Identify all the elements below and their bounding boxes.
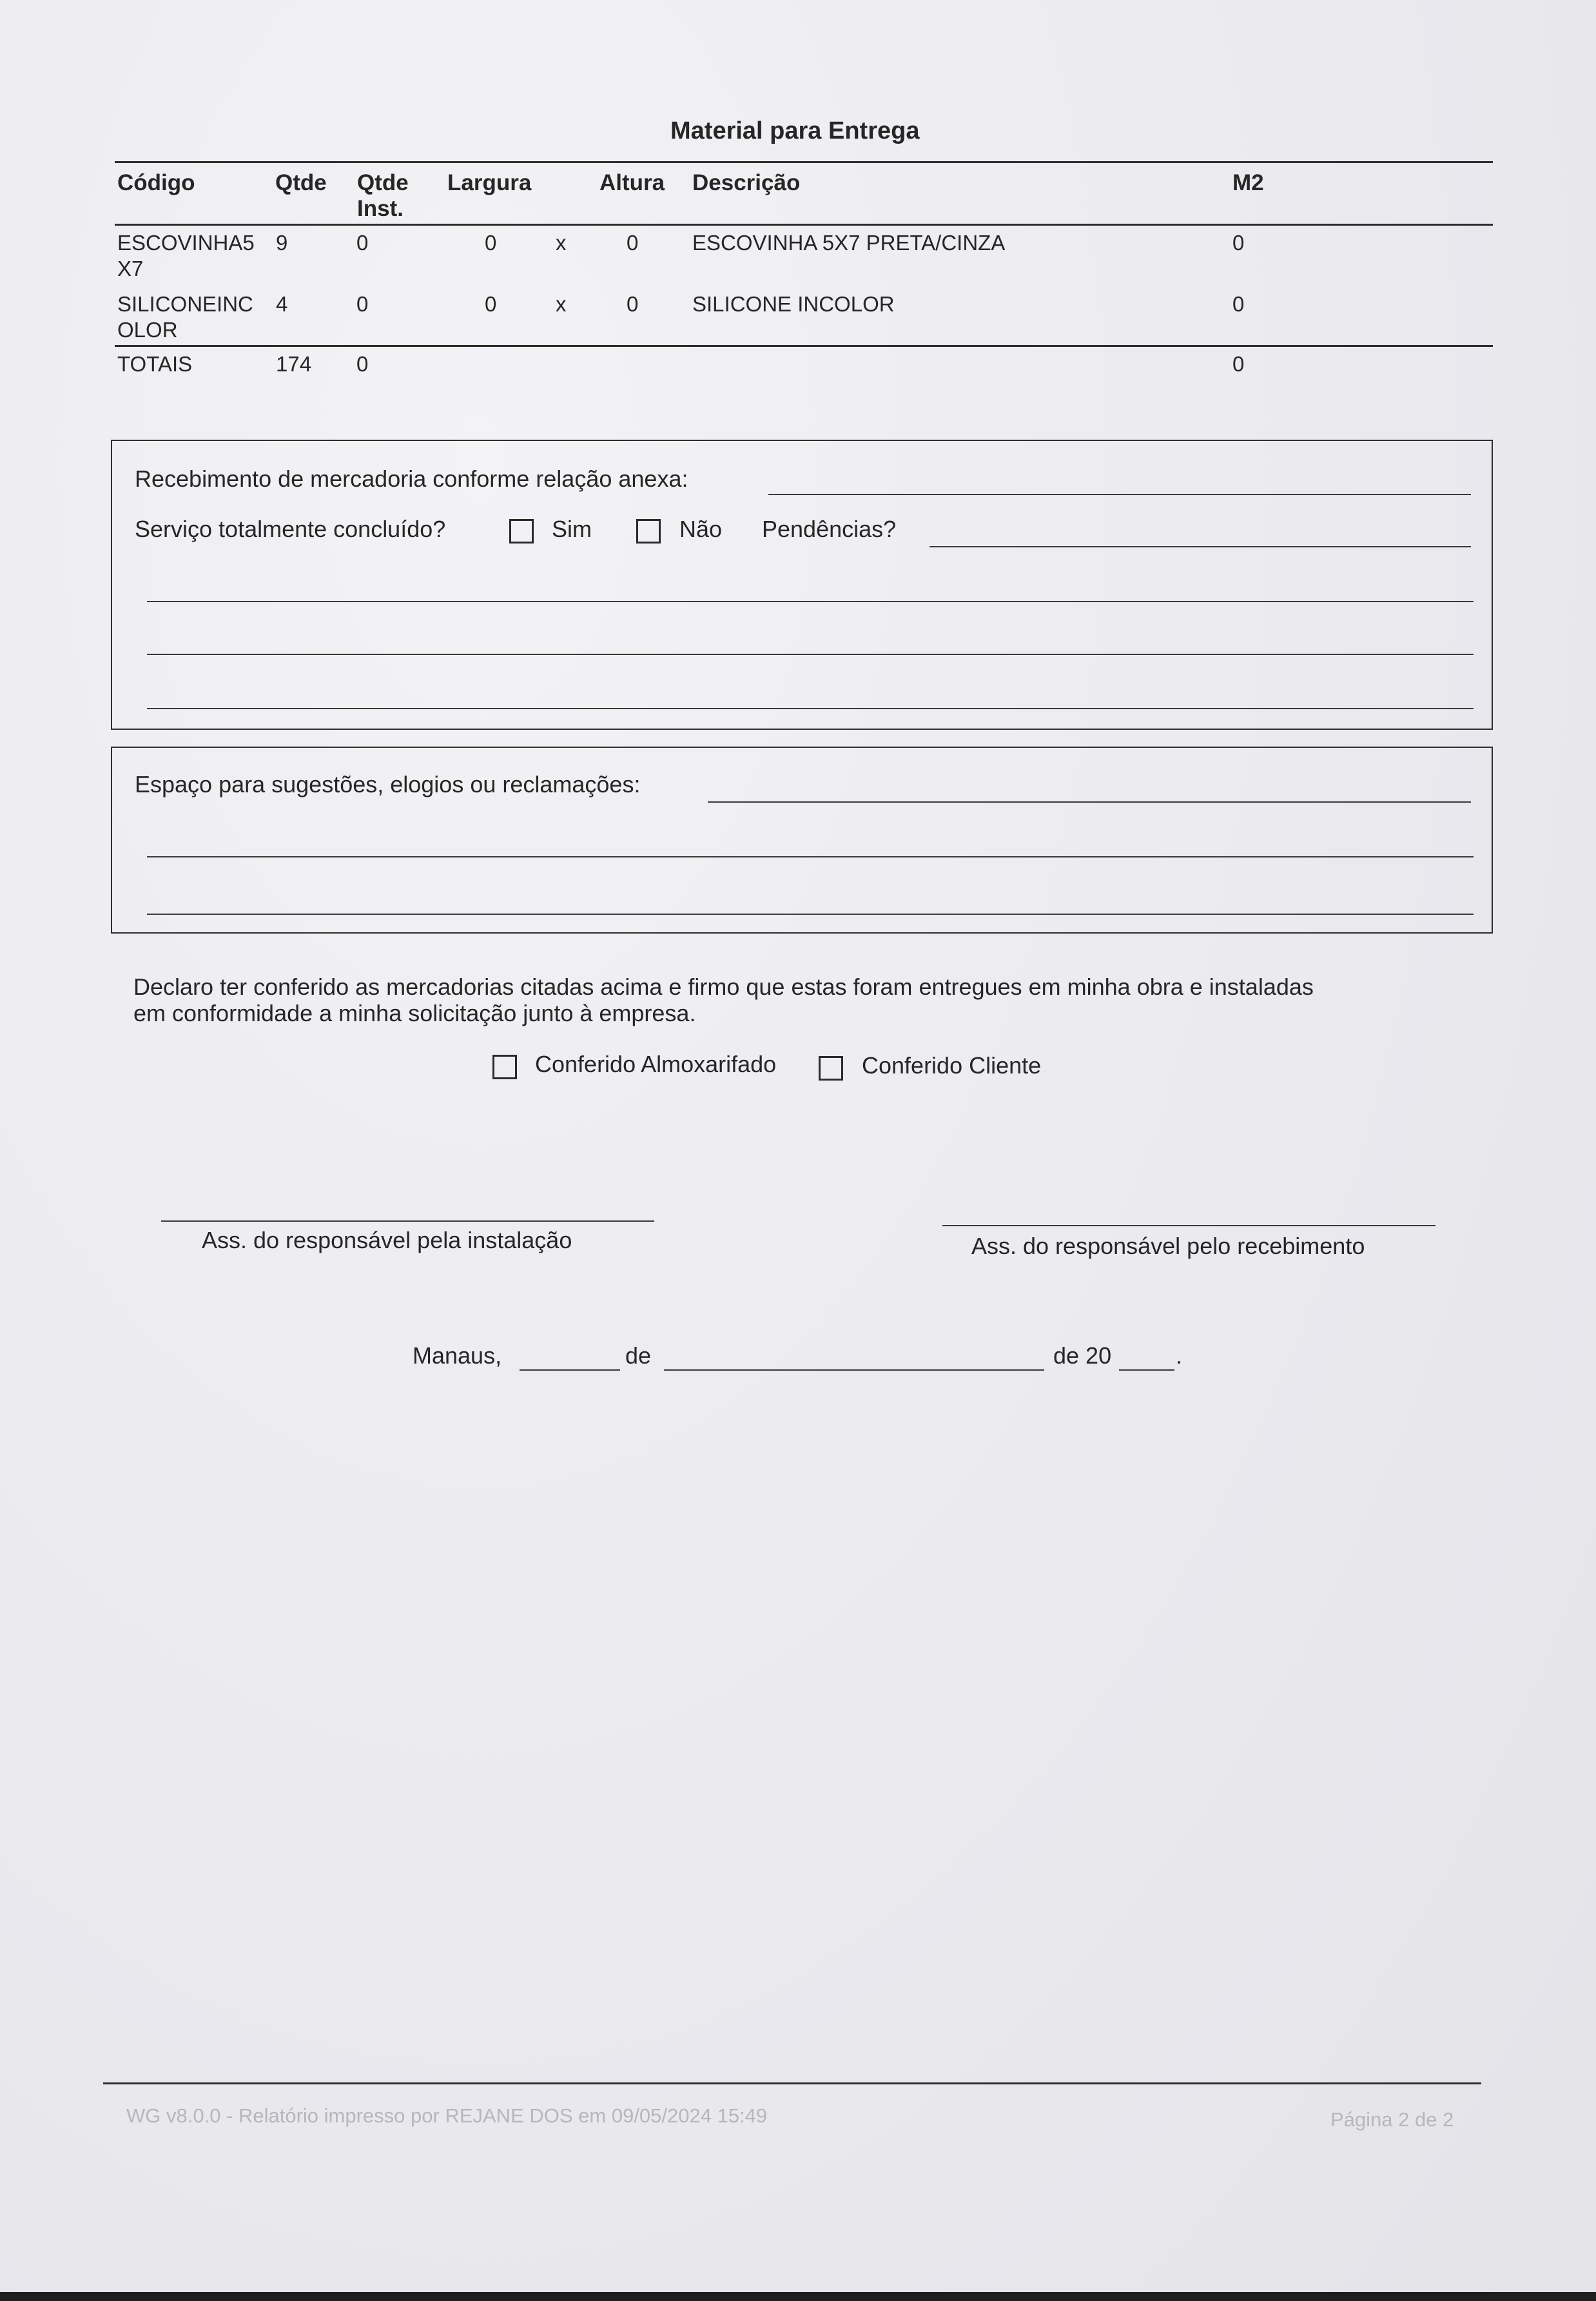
table-header-rule	[115, 224, 1493, 226]
table-cell-largura: 0	[485, 292, 497, 316]
cliente-checkbox[interactable]	[819, 1056, 843, 1081]
table-cell-qtde-inst: 0	[356, 231, 369, 255]
pendencias-line[interactable]	[147, 601, 1474, 602]
date-de-2: de 20	[1053, 1342, 1112, 1369]
col-header-m2: M2	[1232, 170, 1264, 195]
page-title: Material para Entrega	[670, 117, 920, 144]
table-cell-qtde: 9	[276, 231, 288, 255]
table-cell-qtde: 4	[276, 292, 288, 316]
footer-page-number: Página 2 de 2	[1330, 2108, 1454, 2131]
table-cell-altura: 0	[627, 231, 639, 255]
signature-line-receiver[interactable]	[942, 1225, 1435, 1226]
col-header-largura: Largura	[447, 170, 532, 195]
pendencias-line[interactable]	[147, 654, 1474, 655]
table-cell-codigo: SILICONEINC OLOR	[117, 292, 253, 342]
date-end: .	[1176, 1342, 1183, 1369]
totals-label: TOTAIS	[117, 352, 193, 376]
totals-m2: 0	[1232, 352, 1245, 376]
signature-label-receiver: Ass. do responsável pelo recebimento	[971, 1233, 1365, 1259]
table-cell-qtde-inst: 0	[356, 292, 369, 316]
pendencias-label: Pendências?	[762, 516, 897, 542]
signature-line-installer[interactable]	[161, 1220, 654, 1222]
pendencias-line[interactable]	[147, 708, 1474, 709]
col-header-descricao: Descrição	[692, 170, 801, 195]
footer-rule	[103, 2082, 1481, 2084]
table-top-rule	[115, 161, 1493, 163]
declaration-text: Declaro ter conferido as mercadorias citadas acima e firmo que estas foram entregues em minha obra e instaladas em conformidade a minha solicitação junto à empresa.	[133, 974, 1314, 1026]
table-cell-codigo: ESCOVINHA5 X7	[117, 231, 255, 280]
table-cell-m2: 0	[1232, 231, 1245, 255]
almoxarifado-label: Conferido Almoxarifado	[535, 1051, 777, 1077]
suggestions-line[interactable]	[147, 914, 1474, 915]
totals-qtde: 174	[276, 352, 312, 376]
sim-checkbox[interactable]	[509, 519, 534, 543]
suggestions-line[interactable]	[708, 801, 1471, 803]
signature-label-installer: Ass. do responsável pela instalação	[202, 1227, 572, 1253]
date-day-line[interactable]	[520, 1369, 620, 1371]
date-de-1: de	[625, 1342, 652, 1369]
sim-label: Sim	[552, 516, 592, 542]
col-header-altura: Altura	[599, 170, 665, 195]
date-month-line[interactable]	[664, 1369, 1044, 1371]
cliente-label: Conferido Cliente	[862, 1052, 1042, 1079]
footer-report-info: WG v8.0.0 - Relatório impresso por REJANE DOS em 09/05/2024 15:49	[126, 2104, 768, 2127]
nao-checkbox[interactable]	[636, 519, 661, 543]
service-complete-label: Serviço totalmente concluído?	[135, 516, 446, 542]
pendencias-line[interactable]	[929, 546, 1471, 547]
table-cell-sep: x	[556, 231, 567, 255]
table-cell-m2: 0	[1232, 292, 1245, 316]
col-header-qtde-inst: Qtde Inst.	[357, 170, 409, 221]
table-totals-rule	[115, 345, 1493, 347]
table-cell-largura: 0	[485, 231, 497, 255]
date-city: Manaus,	[413, 1342, 502, 1369]
date-year-line[interactable]	[1119, 1369, 1174, 1371]
nao-label: Não	[679, 516, 723, 542]
suggestions-line[interactable]	[147, 856, 1474, 857]
table-cell-altura: 0	[627, 292, 639, 316]
col-header-qtde: Qtde	[275, 170, 327, 195]
suggestions-label: Espaço para sugestões, elogios ou reclamações:	[135, 771, 641, 798]
totals-qtde-inst: 0	[356, 352, 369, 376]
col-header-codigo: Código	[117, 170, 195, 195]
table-cell-descricao: SILICONE INCOLOR	[692, 292, 895, 316]
table-cell-sep: x	[556, 292, 567, 316]
table-cell-descricao: ESCOVINHA 5X7 PRETA/CINZA	[692, 231, 1006, 255]
receipt-label: Recebimento de mercadoria conforme relação anexa:	[135, 465, 688, 492]
receipt-line[interactable]	[768, 494, 1471, 495]
almoxarifado-checkbox[interactable]	[492, 1055, 517, 1079]
